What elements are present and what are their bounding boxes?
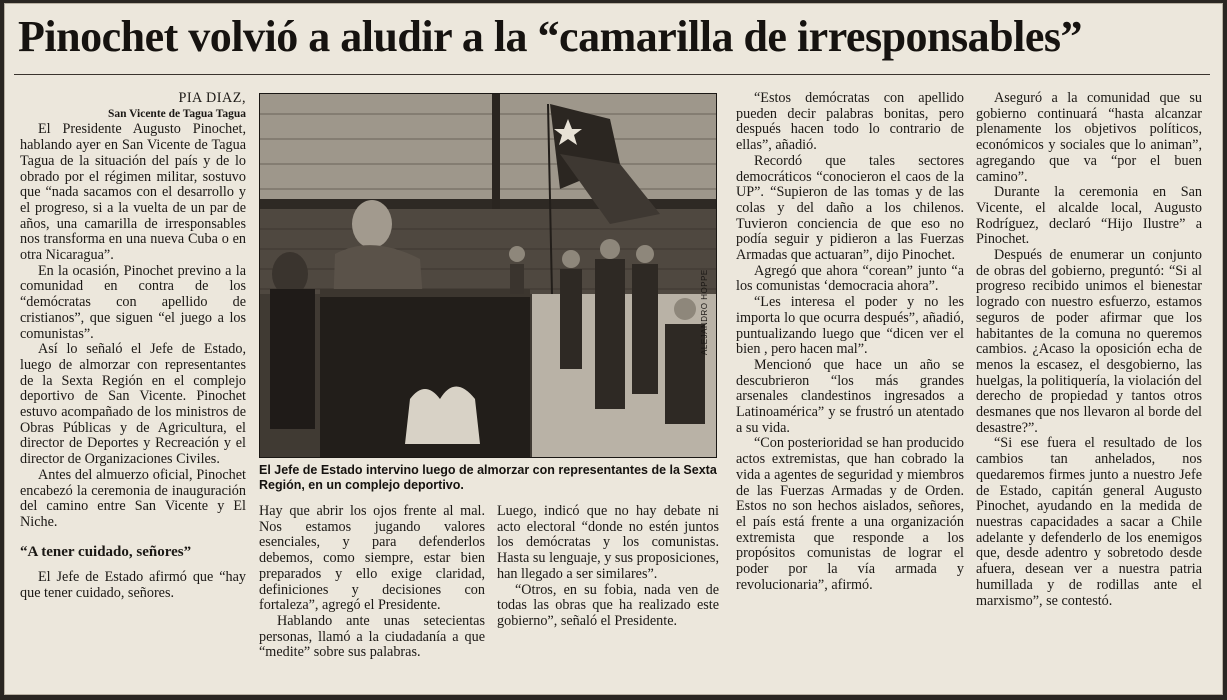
paragraph: El Presidente Augusto Pinochet, hablando ayer en San Vicente de Tagua Tagua de la situación del país y de lo obrado por el régimen militar, sostuvo que “nada sacamos con el desarrollo y el progreso, si a la vuelta de un par de años, una camarilla de irresponsables nos transforma en una nueva Cuba o en otra Nicaragua”. bbox=[20, 121, 246, 264]
paragraph: Mencionó que hace un año se descubrieron “los más grandes arsenales clandestinos ingresados a Latinoamérica” y se frustró un atentado a su vida. bbox=[736, 356, 964, 436]
photo-illustration bbox=[260, 94, 716, 457]
paragraph: “Con posterioridad se han producido actos extremistas, que han cobrado la vida a agentes de seguridad y miembros de las Fuerzas Armadas y de Orden. Estos no son hechos aislados, señores, el país está frente a una organización extremista que responde a los propósitos comunistas de lograr el poder por la vía armada y revolucionaria”, afirmó. bbox=[736, 435, 964, 593]
paragraph: Luego, indicó que no hay debate ni acto electoral “donde no estén juntos los demócratas y los comunistas. Hasta su lenguaje, y sus proposiciones, han llegado a ser similares”. bbox=[497, 503, 719, 582]
paragraph: Así lo señaló el Jefe de Estado, luego de almorzar con representantes de la Sexta Región en el complejo deportivo de San Vicente. Pinochet estuvo acompañado de los ministros de Obras Públicas y de Agricultura, el director de Deportes y Recreación y el director de Organizaciones Civiles. bbox=[20, 341, 246, 468]
dateline: San Vicente de Tagua Tagua bbox=[107, 107, 246, 120]
paragraph: Hay que abrir los ojos frente al mal. Nos estamos jugando valores esenciales, y para defenderlos debemos, como siempre, estar bien preparados y ello exige claridad, definiciones y decisiones con fortaleza”, agregó el Presidente. bbox=[259, 503, 485, 614]
paragraph: Durante la ceremonia en San Vicente, el alcalde local, Augusto Rodríguez, declaró “Hijo Ilustre” a Pinochet. bbox=[976, 184, 1202, 248]
subheading: “A tener cuidado, señores” bbox=[20, 543, 192, 560]
column-1 bbox=[20, 91, 246, 602]
headline: Pinochet volvió a aludir a la “camarilla de irresponsables” bbox=[18, 12, 1082, 61]
column-5 bbox=[976, 91, 1202, 609]
paragraph: Recordó que tales sectores democráticos “conocieron el caos de la UP”. “Supieron de las tomas y de las colas y del daño a los chilenos. Tuvieron conciencia de que eso no podía seguir y pidieron a las Fuerzas Armadas que actuaran”, dijo Pinochet. bbox=[736, 152, 964, 264]
paragraph: “Si ese fuera el resultado de los cambios tan anhelados, nos quedaremos firmes junto a nuestro Jefe de Estado, capitán general Augusto Pinochet, ayudando en la medida de nuestras capacidades a sacar a Chile adelante y defenderlo de los enemigos que, desde adentro y sobretodo desde afuera, desean ver a nuestra patria humillada y de rodillas ante el marxismo”, se contestó. bbox=[976, 435, 1202, 609]
column-2 bbox=[259, 504, 485, 661]
photo-caption: El Jefe de Estado intervino luego de almorzar con representantes de la Sexta Región, en un complejo deportivo. bbox=[259, 463, 717, 492]
paragraph: Hablando ante unas setecientas personas, llamó a la ciudadanía a que “medite” sobre sus palabras. bbox=[259, 612, 485, 661]
paragraph: “Estos demócratas con apellido pueden decir palabras bonitas, pero después hacen todo lo contrario de ellas”, añadió. bbox=[736, 90, 964, 154]
paragraph: El Jefe de Estado afirmó que “hay que tener cuidado, señores. bbox=[20, 569, 246, 602]
headline-rule bbox=[14, 74, 1210, 75]
column-4 bbox=[736, 91, 964, 594]
column-3 bbox=[497, 504, 719, 630]
paragraph: Antes del almuerzo oficial, Pinochet encabezó la ceremonia de inauguración del camino entre San Vicente y El Niche. bbox=[20, 466, 246, 530]
paragraph: “Les interesa el poder y no les importa lo que ocurra después”, añadió, puntualizando luego que “dicen ver el bien , pero hacen mal”. bbox=[736, 294, 964, 358]
photo-credit: ALEJANDRO HOPPE bbox=[700, 269, 709, 355]
paragraph: Aseguró a la comunidad que su gobierno continuará “hasta alcanzar plenamente los objetivos políticos, económicos y sociales que lo animan”, agregando que va “por el buen camino”. bbox=[976, 90, 1202, 185]
paragraph: Después de enumerar un conjunto de obras del gobierno, preguntó: “Si al progreso recibido unimos el bienestar logrado con nuestro esfuerzo, estamos seguros de poder afirmar que los habitantes de la comuna no queremos cambios. ¿Acaso la oposición echa de menos la escasez, el desgobierno, las huelgas, la politiquería, la violación del derecho de propiedad y tantos otros desmanes que nos llevaron al borde del desastre?”. bbox=[976, 247, 1202, 436]
paragraph: “Otros, en su fobia, nada ven de todas las obras que ha realizado este gobierno”, señaló el Presidente. bbox=[497, 581, 719, 629]
paragraph: En la ocasión, Pinochet previno a la comunidad en contra de los “demócratas con apellido de cristianos”, que siguen “el juego a los comunistas”. bbox=[20, 262, 246, 342]
news-photo bbox=[259, 93, 717, 458]
byline: PIA DIAZ, bbox=[178, 90, 246, 106]
paragraph: Agregó que ahora “corean” junto “a los comunistas ‘democracia ahora”. bbox=[736, 262, 964, 295]
